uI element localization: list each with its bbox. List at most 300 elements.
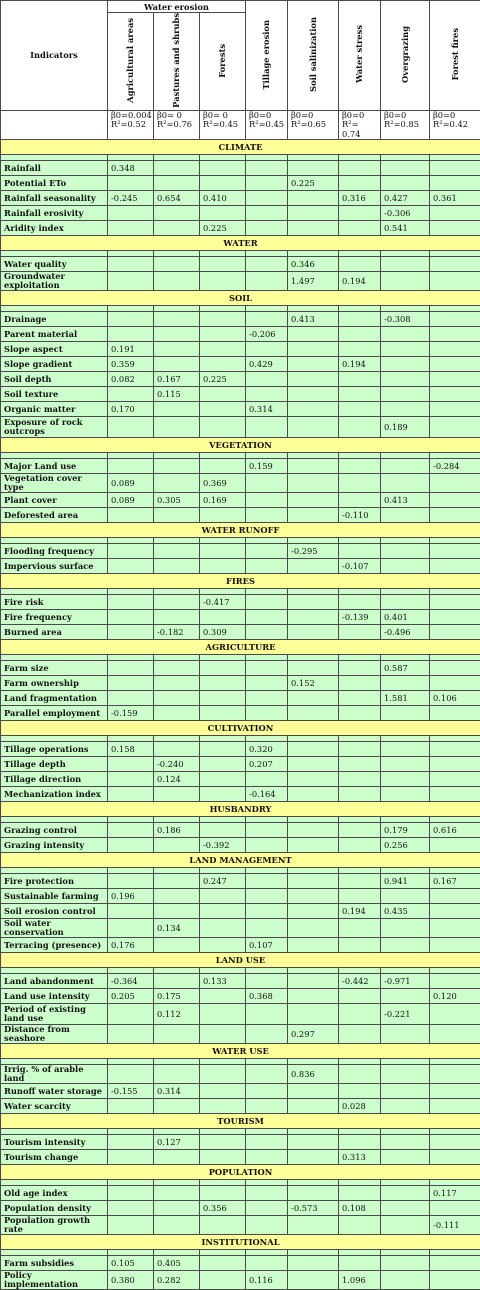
value-cell	[108, 206, 154, 221]
value-cell	[200, 706, 246, 721]
value-cell	[288, 387, 339, 402]
value-cell	[381, 706, 430, 721]
value-cell	[339, 493, 381, 508]
table-row	[1, 176, 480, 191]
value-cell	[339, 176, 381, 191]
value-cell	[288, 1271, 339, 1290]
value-cell	[154, 1216, 200, 1235]
value-cell	[200, 559, 246, 574]
value-cell	[246, 1150, 288, 1165]
value-cell	[154, 676, 200, 691]
indicator-label: Terracing (presence)	[1, 938, 108, 953]
value-cell	[246, 772, 288, 787]
section-tourism	[1, 1114, 480, 1129]
indicator-label: Slope aspect	[1, 342, 108, 357]
value-cell	[200, 272, 246, 291]
table-row	[1, 221, 480, 236]
table-row	[1, 1025, 480, 1044]
indicator-label: Burned area	[1, 625, 108, 640]
value-cell	[108, 327, 154, 342]
value-cell	[430, 1201, 480, 1216]
indicator-label: Farm subsidies	[1, 1256, 108, 1271]
table-row	[1, 904, 480, 919]
value-cell	[246, 221, 288, 236]
value-cell	[246, 1216, 288, 1235]
value-cell	[339, 459, 381, 474]
value-cell	[154, 742, 200, 757]
table-row	[1, 1216, 480, 1235]
table-row	[1, 1201, 480, 1216]
value-cell	[200, 459, 246, 474]
section-water-use	[1, 1044, 480, 1059]
value-cell	[288, 691, 339, 706]
value-cell	[381, 257, 430, 272]
value-cell: 0.346	[288, 257, 339, 272]
value-cell	[288, 706, 339, 721]
value-cell	[381, 1256, 430, 1271]
indicator-label: Policy implementation	[1, 1271, 108, 1290]
value-cell	[339, 772, 381, 787]
coefficient-cell: β0=0 R²=0.65	[288, 110, 339, 140]
table-row	[1, 838, 480, 853]
value-cell	[339, 402, 381, 417]
value-cell	[288, 889, 339, 904]
value-cell	[339, 1256, 381, 1271]
value-cell: 0.170	[108, 402, 154, 417]
value-cell	[154, 559, 200, 574]
value-cell: 0.348	[108, 161, 154, 176]
column-header-agricultural-areas: Agricultural areas	[108, 13, 154, 111]
value-cell	[154, 221, 200, 236]
value-cell	[381, 919, 430, 938]
value-cell	[339, 312, 381, 327]
value-cell	[154, 838, 200, 853]
value-cell: 0.105	[108, 1256, 154, 1271]
indicator-label: Land use intensity	[1, 989, 108, 1004]
value-cell	[288, 221, 339, 236]
value-cell: -0.182	[154, 625, 200, 640]
value-cell	[154, 508, 200, 523]
value-cell	[246, 559, 288, 574]
value-cell: 0.028	[339, 1099, 381, 1114]
value-cell	[288, 595, 339, 610]
value-cell	[430, 1135, 480, 1150]
value-cell: 0.616	[430, 823, 480, 838]
value-cell	[154, 272, 200, 291]
value-cell	[288, 1216, 339, 1235]
value-cell	[200, 787, 246, 802]
value-cell	[246, 176, 288, 191]
column-header-overgrazing: Overgrazing	[381, 1, 430, 111]
indicator-label: Mechanization index	[1, 787, 108, 802]
value-cell	[246, 161, 288, 176]
coefficient-cell: β0=0 R²=0.45	[246, 110, 288, 140]
table-row	[1, 874, 480, 889]
value-cell: 0.356	[200, 1201, 246, 1216]
value-cell	[430, 176, 480, 191]
value-cell	[381, 327, 430, 342]
table-row	[1, 161, 480, 176]
value-cell	[154, 357, 200, 372]
value-cell	[200, 544, 246, 559]
section-land-management	[1, 853, 480, 868]
value-cell: 1.581	[381, 691, 430, 706]
value-cell	[108, 417, 154, 438]
value-cell	[288, 1099, 339, 1114]
value-cell: 0.196	[108, 889, 154, 904]
value-cell	[381, 1065, 430, 1084]
value-cell	[154, 706, 200, 721]
value-cell: -0.155	[108, 1084, 154, 1099]
value-cell	[381, 1186, 430, 1201]
value-cell: 0.225	[200, 372, 246, 387]
section-institutional	[1, 1235, 480, 1250]
value-cell: -0.295	[288, 544, 339, 559]
value-cell: 0.179	[381, 823, 430, 838]
indicator-label: Potential ETo	[1, 176, 108, 191]
section-title: AGRICULTURE	[1, 640, 480, 655]
value-cell	[339, 387, 381, 402]
value-cell	[108, 176, 154, 191]
value-cell: 0.167	[154, 372, 200, 387]
value-cell: 0.169	[200, 493, 246, 508]
coefficient-row-label	[1, 110, 108, 140]
table-row	[1, 772, 480, 787]
column-header-forests: Forests	[200, 13, 246, 111]
table-row	[1, 1004, 480, 1025]
value-cell	[339, 989, 381, 1004]
value-cell: 0.117	[430, 1186, 480, 1201]
value-cell	[246, 1025, 288, 1044]
value-cell	[288, 742, 339, 757]
value-cell	[108, 1025, 154, 1044]
section-water-runoff	[1, 523, 480, 538]
value-cell	[154, 312, 200, 327]
value-cell	[381, 1025, 430, 1044]
value-cell: 0.401	[381, 610, 430, 625]
value-cell	[246, 312, 288, 327]
value-cell: -0.159	[108, 706, 154, 721]
value-cell	[339, 919, 381, 938]
indicator-label: Grazing control	[1, 823, 108, 838]
value-cell: 0.368	[246, 989, 288, 1004]
table-row	[1, 544, 480, 559]
value-cell	[381, 176, 430, 191]
column-header-water-stress: Water stress	[339, 1, 381, 111]
value-cell	[339, 787, 381, 802]
value-cell	[200, 676, 246, 691]
value-cell	[430, 757, 480, 772]
value-cell	[288, 206, 339, 221]
value-cell	[339, 417, 381, 438]
table-row	[1, 625, 480, 640]
indicator-label: Distance from seashore	[1, 1025, 108, 1044]
value-cell: -0.164	[246, 787, 288, 802]
section-title: POPULATION	[1, 1165, 480, 1180]
value-cell	[381, 1216, 430, 1235]
coefficient-cell: β0=0 R²=0.42	[430, 110, 480, 140]
value-cell: 0.089	[108, 493, 154, 508]
value-cell	[288, 1084, 339, 1099]
column-header-pastures-and-shrubs: Pastures and shrubs	[154, 13, 200, 111]
value-cell	[430, 257, 480, 272]
value-cell	[108, 544, 154, 559]
value-cell	[381, 559, 430, 574]
value-cell: -0.392	[200, 838, 246, 853]
indicator-label: Land abandonment	[1, 974, 108, 989]
value-cell: -0.308	[381, 312, 430, 327]
indicator-label: Parent material	[1, 327, 108, 342]
value-cell	[154, 417, 200, 438]
value-cell: -0.284	[430, 459, 480, 474]
value-cell	[154, 402, 200, 417]
value-cell	[288, 874, 339, 889]
value-cell	[339, 823, 381, 838]
table-row	[1, 1271, 480, 1290]
value-cell	[200, 772, 246, 787]
value-cell	[154, 787, 200, 802]
value-cell	[288, 1004, 339, 1025]
value-cell: -0.364	[108, 974, 154, 989]
indicator-label: Tillage depth	[1, 757, 108, 772]
value-cell	[108, 757, 154, 772]
value-cell: 0.115	[154, 387, 200, 402]
section-title: SOIL	[1, 291, 480, 306]
table-row	[1, 312, 480, 327]
value-cell	[246, 372, 288, 387]
indicator-label: Impervious surface	[1, 559, 108, 574]
value-cell	[246, 474, 288, 493]
value-cell: 0.320	[246, 742, 288, 757]
value-cell	[288, 661, 339, 676]
value-cell	[430, 544, 480, 559]
table-row	[1, 610, 480, 625]
value-cell	[381, 372, 430, 387]
section-title: CLIMATE	[1, 140, 480, 155]
table-row	[1, 661, 480, 676]
value-cell	[108, 691, 154, 706]
value-cell	[288, 357, 339, 372]
value-cell	[430, 610, 480, 625]
value-cell	[154, 206, 200, 221]
table-row	[1, 823, 480, 838]
value-cell	[154, 938, 200, 953]
value-cell	[246, 508, 288, 523]
column-header-forest-fires: Forest fires	[430, 1, 480, 111]
value-cell	[246, 1065, 288, 1084]
value-cell	[288, 559, 339, 574]
section-agriculture	[1, 640, 480, 655]
value-cell	[108, 459, 154, 474]
table-row	[1, 508, 480, 523]
value-cell	[339, 742, 381, 757]
value-cell	[200, 327, 246, 342]
value-cell: 0.654	[154, 191, 200, 206]
value-cell	[200, 989, 246, 1004]
table-row	[1, 272, 480, 291]
section-fires	[1, 574, 480, 589]
value-cell: 0.413	[288, 312, 339, 327]
value-cell: 0.124	[154, 772, 200, 787]
value-cell	[246, 417, 288, 438]
value-cell	[381, 272, 430, 291]
table-row	[1, 742, 480, 757]
value-cell: 0.167	[430, 874, 480, 889]
indicator-label: Soil texture	[1, 387, 108, 402]
value-cell: 0.134	[154, 919, 200, 938]
value-cell	[108, 625, 154, 640]
value-cell	[288, 402, 339, 417]
indicators-header: Indicators	[1, 1, 108, 111]
value-cell	[430, 312, 480, 327]
value-cell	[288, 974, 339, 989]
value-cell	[339, 206, 381, 221]
value-cell	[108, 1201, 154, 1216]
value-cell	[430, 706, 480, 721]
value-cell	[430, 595, 480, 610]
column-header-soil-salinization: Soil salinization	[288, 1, 339, 111]
value-cell: -0.573	[288, 1201, 339, 1216]
value-cell	[288, 823, 339, 838]
value-cell: -0.206	[246, 327, 288, 342]
value-cell	[381, 1201, 430, 1216]
value-cell	[288, 1135, 339, 1150]
table-row	[1, 1150, 480, 1165]
value-cell	[430, 559, 480, 574]
value-cell	[154, 1201, 200, 1216]
value-cell: 0.247	[200, 874, 246, 889]
value-cell: 1.497	[288, 272, 339, 291]
value-cell: 0.159	[246, 459, 288, 474]
table-header	[1, 1, 480, 140]
section-climate	[1, 140, 480, 155]
water-erosion-group-header: Water erosion	[108, 1, 246, 13]
indicator-label: Vegetation cover type	[1, 474, 108, 493]
value-cell	[200, 757, 246, 772]
table-row	[1, 417, 480, 438]
value-cell	[246, 1186, 288, 1201]
value-cell	[108, 772, 154, 787]
value-cell: -0.442	[339, 974, 381, 989]
value-cell	[108, 221, 154, 236]
value-cell	[381, 544, 430, 559]
value-cell	[200, 176, 246, 191]
value-cell	[339, 838, 381, 853]
value-cell: 0.207	[246, 757, 288, 772]
value-cell	[339, 1135, 381, 1150]
indicator-label: Aridity index	[1, 221, 108, 236]
table-row	[1, 1099, 480, 1114]
table-row	[1, 787, 480, 802]
value-cell	[200, 387, 246, 402]
value-cell	[200, 823, 246, 838]
value-cell	[339, 372, 381, 387]
value-cell	[108, 1186, 154, 1201]
table-row	[1, 889, 480, 904]
table-row	[1, 342, 480, 357]
value-cell	[200, 312, 246, 327]
value-cell	[108, 1099, 154, 1114]
value-cell: -0.221	[381, 1004, 430, 1025]
value-cell	[288, 327, 339, 342]
value-cell	[200, 357, 246, 372]
value-cell	[381, 1150, 430, 1165]
indicator-label: Water quality	[1, 257, 108, 272]
value-cell: 0.186	[154, 823, 200, 838]
value-cell	[339, 706, 381, 721]
coefficient-cell: β0=0 R²=0.85	[381, 110, 430, 140]
value-cell: -0.496	[381, 625, 430, 640]
value-cell: 0.435	[381, 904, 430, 919]
value-cell	[200, 1004, 246, 1025]
value-cell	[339, 544, 381, 559]
value-cell	[381, 387, 430, 402]
value-cell	[246, 191, 288, 206]
value-cell: -0.971	[381, 974, 430, 989]
value-cell: -0.107	[339, 559, 381, 574]
value-cell: 0.120	[430, 989, 480, 1004]
value-cell	[339, 889, 381, 904]
value-cell	[200, 1216, 246, 1235]
value-cell	[339, 661, 381, 676]
value-cell	[154, 595, 200, 610]
value-cell	[200, 661, 246, 676]
table-row	[1, 919, 480, 938]
value-cell: 0.541	[381, 221, 430, 236]
value-cell	[288, 1256, 339, 1271]
value-cell	[339, 161, 381, 176]
table-row	[1, 1135, 480, 1150]
value-cell	[246, 387, 288, 402]
value-cell	[339, 1004, 381, 1025]
indicator-label: Rainfall seasonality	[1, 191, 108, 206]
value-cell: 0.316	[339, 191, 381, 206]
value-cell: 0.282	[154, 1271, 200, 1290]
table-row	[1, 1186, 480, 1201]
table-row	[1, 474, 480, 493]
value-cell: -0.110	[339, 508, 381, 523]
value-cell: 0.427	[381, 191, 430, 206]
value-cell	[154, 459, 200, 474]
value-cell	[246, 823, 288, 838]
value-cell	[200, 1271, 246, 1290]
indicator-label: Organic matter	[1, 402, 108, 417]
value-cell	[154, 974, 200, 989]
value-cell: -0.417	[200, 595, 246, 610]
table-row	[1, 706, 480, 721]
value-cell	[339, 257, 381, 272]
value-cell	[200, 402, 246, 417]
value-cell	[339, 327, 381, 342]
value-cell	[339, 1216, 381, 1235]
value-cell	[154, 327, 200, 342]
value-cell: -0.139	[339, 610, 381, 625]
value-cell	[246, 625, 288, 640]
indicator-label: Major Land use	[1, 459, 108, 474]
value-cell	[246, 676, 288, 691]
value-cell	[288, 417, 339, 438]
value-cell: 0.225	[200, 221, 246, 236]
value-cell	[108, 874, 154, 889]
value-cell	[108, 272, 154, 291]
value-cell	[430, 676, 480, 691]
value-cell	[246, 661, 288, 676]
section-title: WATER	[1, 236, 480, 251]
value-cell	[381, 1084, 430, 1099]
value-cell: 0.587	[381, 661, 430, 676]
value-cell	[430, 625, 480, 640]
coefficient-row	[1, 110, 480, 140]
